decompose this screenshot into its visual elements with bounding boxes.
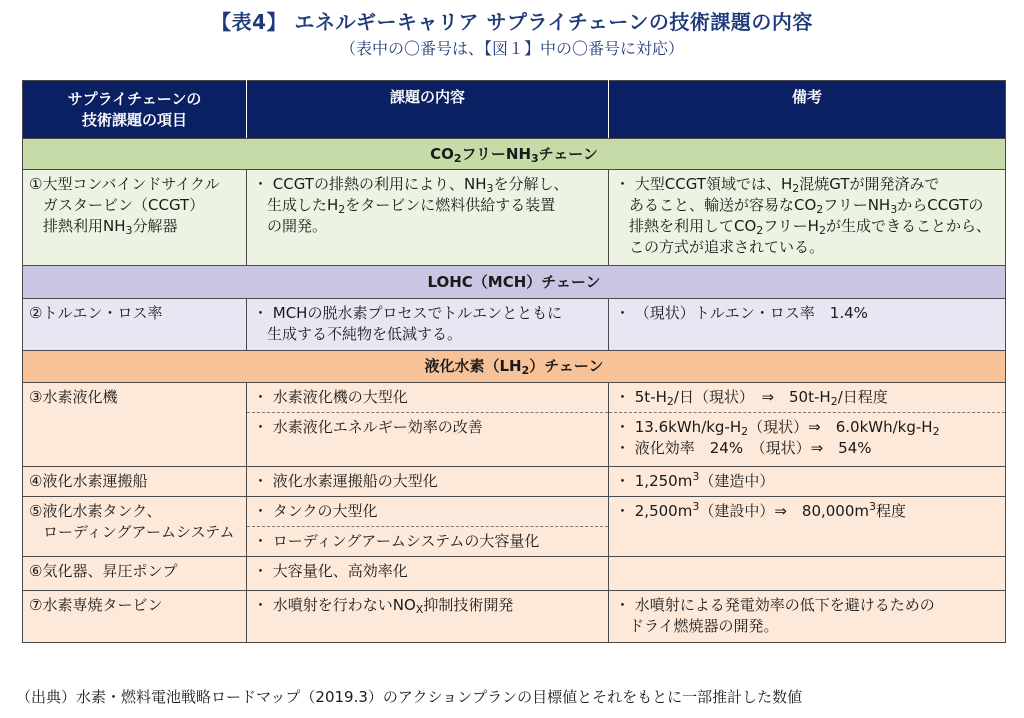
- r7-c-p2: 抑制技術開発: [423, 596, 514, 614]
- table-row: [23, 497, 1006, 527]
- r1-c-l1b: を分解し、: [493, 175, 569, 193]
- r1-item-l2: ガスタービン（CCGT）: [43, 196, 205, 214]
- header-content: 課題の内容: [247, 81, 609, 139]
- header-note: 備考: [609, 81, 1006, 139]
- sec-nh3-p2: フリーNH: [461, 144, 531, 163]
- r1-n-l2c: からCCGTの: [897, 196, 984, 214]
- r1-n-l3c: が生成できることから、: [825, 217, 991, 235]
- r1-n-l2b: フリーNH: [823, 196, 891, 214]
- table-row: [23, 299, 1006, 351]
- row3-content-b: ・ 水素液化エネルギー効率の改善: [247, 413, 609, 467]
- r4-n-s1: 3: [692, 470, 700, 483]
- r5-n-p3: 程度: [876, 502, 907, 520]
- header-item-line1: サプライチェーンの: [67, 89, 202, 108]
- tech-issues-table: [22, 80, 1006, 643]
- row3-note-a: [609, 383, 1006, 413]
- r1-c-l2b: をタービンに燃料供給する装置: [345, 196, 556, 214]
- r7-n-l1: ・ 水噴射による発電効率の低下を避けるための: [615, 596, 935, 614]
- section-nh3: [23, 139, 1006, 170]
- row4-content: ・ 液化水素運搬船の大型化: [247, 467, 609, 497]
- row1-item: [23, 170, 247, 266]
- header-item-line2: 技術課題の項目: [81, 110, 187, 129]
- row4-note: [609, 467, 1006, 497]
- row5-item: [23, 497, 247, 557]
- row4-item: ④液化水素運搬船: [23, 467, 247, 497]
- r5-n-s2: 3: [869, 500, 876, 513]
- r1-n-l2a: あること、輸送が容易なCO: [629, 196, 817, 214]
- r1-n-l3a: 排熱を利用してCO: [629, 217, 757, 235]
- r3-nb1-p1: ・ 13.6kWh/kg-H: [615, 418, 742, 436]
- r2-c-l2: 生成する不純物を低減する。: [267, 325, 463, 343]
- r4-n-p2: （建造中）: [699, 472, 775, 490]
- r1-item-l3a: 排熱利用NH: [43, 217, 126, 235]
- row7-content: [247, 591, 609, 643]
- r1-item-l3s: 3: [125, 224, 133, 237]
- row1-content: [247, 170, 609, 266]
- sec-lh2-p1: 液化水素（LH: [424, 357, 522, 375]
- page-subtitle: （表中の〇番号は、【図１】中の〇番号に対応）: [339, 39, 684, 58]
- r1-n-l1s: 2: [792, 182, 800, 195]
- row2-item: ②トルエン・ロス率: [23, 299, 247, 351]
- section-lh2-row: [23, 351, 1006, 383]
- r1-c-l1s: 3: [486, 182, 494, 195]
- row6-item: ⑥気化器、昇圧ポンプ: [23, 557, 247, 591]
- sec-nh3-s1: 2: [453, 151, 462, 165]
- r1-n-l3s: 2: [756, 224, 764, 237]
- row2-content: [247, 299, 609, 351]
- r1-item-l1: ①大型コンバインドサイクル: [29, 175, 220, 193]
- row2-note: ・ （現状）トルエン・ロス率 1.4%: [609, 299, 1006, 351]
- source-note: （出典）水素・燃料電池戦略ロードマップ（2019.3）のアクションプランの目標値とそれをもとに一部推計した数値: [16, 688, 803, 706]
- row7-item: ⑦水素専焼タービン: [23, 591, 247, 643]
- sec-nh3-p1: CO: [430, 144, 454, 163]
- r3-na-p1: ・ 5t-H: [615, 388, 667, 406]
- section-lh2: [23, 351, 1006, 383]
- r1-n-l3b: フリーH: [763, 217, 819, 235]
- section-nh3-row: [23, 139, 1006, 170]
- r1-n-l2s2: 3: [890, 203, 898, 216]
- section-lohc-row: [23, 266, 1006, 299]
- header-item: [23, 81, 247, 139]
- row5-note: [609, 497, 1006, 557]
- r1-c-l3: の開発。: [267, 217, 328, 235]
- r5-item-l1: ⑤液化水素タンク、: [29, 502, 162, 520]
- r1-n-l2s: 2: [816, 203, 824, 216]
- r1-c-l1a: ・ CCGTの排熱の利用により、NH: [253, 175, 487, 193]
- sec-lh2-p2: ）チェーン: [529, 357, 604, 375]
- r3-nb2: ・ 液化効率 24% （現状）⇒ 54%: [615, 439, 872, 457]
- r1-n-l1b: 混焼GTが開発済みで: [799, 175, 940, 193]
- r3-na-s1: 2: [666, 395, 674, 408]
- sec-nh3-s2: 3: [531, 151, 539, 165]
- row7-note: [609, 591, 1006, 643]
- table-row: [23, 170, 1006, 266]
- r7-c-p1: ・ 水噴射を行わないNO: [253, 596, 416, 614]
- row5-content-b: ・ ローディングアームシステムの大容量化: [247, 527, 609, 557]
- r2-c-l1: ・ MCHの脱水素プロセスでトルエンとともに: [253, 304, 563, 322]
- row6-content: ・ 大容量化、高効率化: [247, 557, 609, 591]
- sec-lh2-s1: 2: [521, 364, 530, 377]
- r5-n-s1: 3: [692, 500, 700, 513]
- r3-nb1-s2: 2: [932, 425, 940, 438]
- r3-nb1-s1: 2: [741, 425, 749, 438]
- row6-note: [609, 557, 1006, 591]
- row5-content-a: ・ タンクの大型化: [247, 497, 609, 527]
- r7-n-l2: ドライ燃焼器の開発。: [629, 617, 779, 635]
- table-row: [23, 557, 1006, 591]
- r1-n-l1a: ・ 大型CCGT領域では、H: [615, 175, 793, 193]
- r7-c-s1: X: [415, 603, 424, 616]
- row3-note-b: [609, 413, 1006, 467]
- row3-content-a: ・ 水素液化機の大型化: [247, 383, 609, 413]
- r1-item-l3b: 分解器: [132, 217, 178, 235]
- table-row: [23, 383, 1006, 413]
- page-title: 【表4】 エネルギーキャリア サプライチェーンの技術課題の内容: [211, 10, 813, 34]
- r1-n-l3s2: 2: [818, 224, 826, 237]
- r3-nb1-p2: （現状）⇒ 6.0kWh/kg-H: [748, 418, 933, 436]
- row3-item: ③水素液化機: [23, 383, 247, 467]
- header-row: [23, 81, 1006, 139]
- r4-n-p1: ・ 1,250m: [615, 472, 693, 490]
- r1-c-l2s: 2: [338, 203, 346, 216]
- r3-na-s2: 2: [830, 395, 838, 408]
- r5-item-l2: ローディングアームシステム: [43, 523, 235, 541]
- r3-na-p3: /日程度: [837, 388, 888, 406]
- r1-n-l4: この方式が追求されている。: [629, 238, 825, 256]
- table-row: [23, 591, 1006, 643]
- r1-c-l2a: 生成したH: [267, 196, 339, 214]
- section-lohc: LOHC（MCH）チェーン: [23, 266, 1006, 299]
- sec-nh3-p3: チェーン: [538, 144, 598, 163]
- r3-na-p2: /日（現状） ⇒ 50t-H: [673, 388, 831, 406]
- r5-n-p1: ・ 2,500m: [615, 502, 693, 520]
- table-row: [23, 467, 1006, 497]
- r5-n-p2: （建設中）⇒ 80,000m: [699, 502, 869, 520]
- row1-note: [609, 170, 1006, 266]
